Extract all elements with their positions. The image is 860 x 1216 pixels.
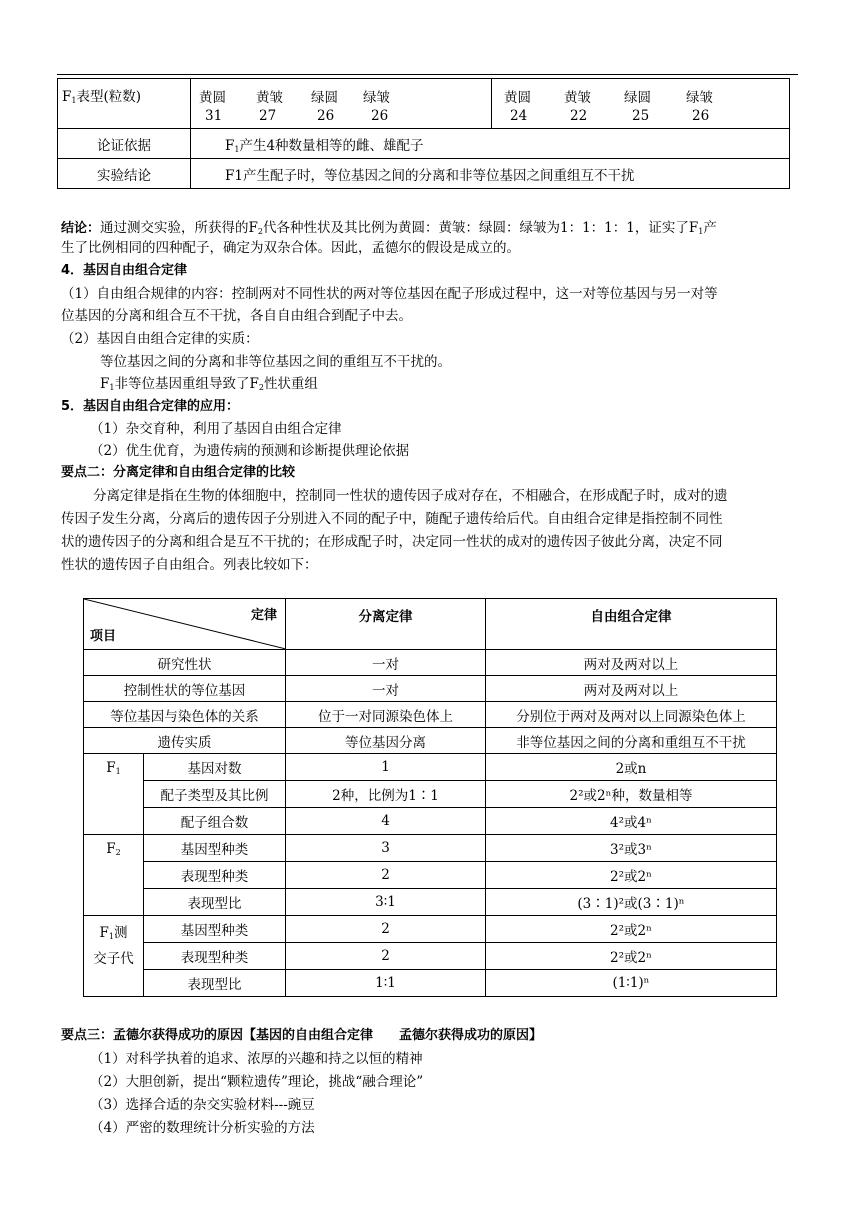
section4-item1-line1: （1）自由组合规律的内容：控制两对不同性状的两对等位基因在配子形成过程中，这一对等位基因与另一对等 — [61, 286, 718, 302]
header-segregation: 分离定律 — [286, 599, 486, 650]
row-item: 表现型比 — [144, 889, 286, 916]
top-rule — [57, 74, 798, 75]
right-pheno-name: 绿皱 — [686, 89, 713, 106]
point2-line-4: 性状的遗传因子自由组合。列表比较如下： — [61, 557, 318, 573]
basis-label: 论证依据 — [58, 129, 191, 159]
point3-item: （3）选择合适的杂交实验材料---豌豆 — [90, 1097, 315, 1113]
row-item: 表现型比 — [144, 970, 286, 997]
corner-bottom-label: 项目 — [90, 629, 117, 644]
right-pheno-name: 黄皱 — [564, 89, 591, 106]
section4-item2: （2）基因自由组合定律的实质： — [61, 331, 259, 347]
left-pheno-name: 绿皱 — [363, 89, 390, 106]
row-b: 2²或2ⁿ种，数量相等 — [486, 781, 777, 808]
section4-heading: 4．基因自由组合定律 — [61, 263, 188, 278]
row-item: 基因型种类 — [144, 835, 286, 862]
section5-item1: （1）杂交育种，利用了基因自由组合定律 — [90, 421, 342, 437]
row-item: 配子类型及其比例 — [144, 781, 286, 808]
row-b: 分别位于两对及两对以上同源染色体上 — [486, 702, 777, 728]
right-pheno-count: 26 — [692, 107, 710, 124]
point2-line-3: 状的遗传因子的分离和组合是互不干扰的；在形成配子时，决定同一性状的成对的遗传因子彼此分离，决定不同 — [61, 534, 723, 550]
point3-item: （4）严密的数理统计分析实验的方法 — [90, 1120, 315, 1136]
right-pheno-name: 黄圆 — [504, 89, 531, 106]
row-a: 2 — [286, 916, 486, 943]
conclusion-line-1: 结论：通过测交实验，所获得的$F_2$代各种性状及其比例为黄圆：黄皱：绿圆：绿皱为1：1：1：1，证实了$F_1$产 — [61, 220, 717, 236]
basis-value: $F_1$产生4种数量相等的雌、雄配子 — [191, 129, 790, 159]
row-item: 基因型种类 — [144, 916, 286, 943]
row-b: (3∶1)²或(3∶1)ⁿ — [486, 889, 777, 916]
point3-item: （2）大胆创新，提出“颗粒遗传”理论，挑战“融合理论” — [90, 1074, 424, 1090]
section5-heading: 5．基因自由组合定律的应用： — [61, 399, 240, 414]
row-b: (1∶1)ⁿ — [486, 970, 777, 997]
row-b: 4²或4ⁿ — [486, 808, 777, 835]
point3-heading: 要点三：孟德尔获得成功的原因【基因的自由组合定律 孟德尔获得成功的原因】 — [61, 1028, 543, 1043]
row-b: 2²或2ⁿ — [486, 916, 777, 943]
row-b: 2或n — [486, 754, 777, 781]
right-pheno-count: 22 — [570, 107, 588, 124]
section4-item1-line2: 位基因的分离和组合互不干扰，各自自由组合到配子中去。 — [61, 308, 412, 324]
row-item: 配子组合数 — [144, 808, 286, 835]
row-item: 遗传实质 — [84, 728, 286, 754]
testcross-result-table — [57, 78, 790, 189]
row-a: 2种，比例为1∶1 — [286, 781, 486, 808]
left-pheno-count: 26 — [371, 107, 389, 124]
left-pheno-name: 黄圆 — [199, 89, 226, 106]
phenotype-row-label: $F_1$表型(粒数) — [58, 79, 191, 129]
section5-item2: （2）优生优育，为遗传病的预测和诊断提供理论依据 — [90, 443, 410, 459]
row-b: 2²或2ⁿ — [486, 943, 777, 970]
row-a: 等位基因分离 — [286, 728, 486, 754]
f1-group-label: $F_1$ — [84, 754, 144, 835]
row-b: 2²或2ⁿ — [486, 862, 777, 889]
section4-item2-line1: 等位基因之间的分离和非等位基因之间的重组互不干扰的。 — [100, 354, 451, 370]
right-pheno-count: 25 — [632, 107, 650, 124]
point3-item: （1）对科学执着的追求、浓厚的兴趣和持之以恒的精神 — [90, 1051, 423, 1067]
right-pheno-count: 24 — [510, 107, 528, 124]
comparison-table — [83, 598, 777, 997]
left-pheno-count: 31 — [205, 107, 223, 124]
row-a: 一对 — [286, 676, 486, 702]
row-a: 1 — [286, 754, 486, 781]
right-phenotype-cell — [492, 79, 790, 129]
row-item: 表现型种类 — [144, 943, 286, 970]
left-phenotype-cell — [191, 79, 492, 129]
point2-line-2: 传因子发生分离，分离后的遗传因子分别进入不同的配子中，随配子遗传给后代。自由组合定律是指控制不同性 — [61, 511, 723, 527]
row-a: 2 — [286, 943, 486, 970]
left-pheno-name: 黄皱 — [256, 89, 283, 106]
row-a: 2 — [286, 862, 486, 889]
header-corner-cell — [84, 599, 286, 650]
row-a: 1∶1 — [286, 970, 486, 997]
conclusion-value: F1产生配子时，等位基因之间的分离和非等位基因之间重组互不干扰 — [191, 159, 790, 189]
row-item: 研究性状 — [84, 650, 286, 676]
row-b: 3²或3ⁿ — [486, 835, 777, 862]
row-b: 两对及两对以上 — [486, 676, 777, 702]
conclusion-line-2: 生了比例相同的四种配子，确定为双杂合体。因此，孟德尔的假设是成立的。 — [61, 240, 520, 256]
left-pheno-name: 绿圆 — [311, 89, 338, 106]
row-item: 控制性状的等位基因 — [84, 676, 286, 702]
row-a: 位于一对同源染色体上 — [286, 702, 486, 728]
row-item: 基因对数 — [144, 754, 286, 781]
section4-item2-line2: $F_1$非等位基因重组导致了$F_2$性状重组 — [100, 376, 318, 392]
conclusion-label: 实验结论 — [58, 159, 191, 189]
row-item: 表现型种类 — [144, 862, 286, 889]
point2-heading: 要点二：分离定律和自由组合定律的比较 — [61, 465, 296, 480]
row-a: 4 — [286, 808, 486, 835]
row-a: 3∶1 — [286, 889, 486, 916]
row-a: 一对 — [286, 650, 486, 676]
left-pheno-count: 26 — [317, 107, 335, 124]
corner-top-label: 定律 — [250, 608, 277, 623]
testcross-group-label: $F_1$测 交子代 — [84, 916, 144, 997]
point2-line-1: 分离定律是指在生物的体细胞中，控制同一性状的遗传因子成对存在，不相融合，在形成配子时，成对的遗 — [93, 488, 728, 504]
row-item: 等位基因与染色体的关系 — [84, 702, 286, 728]
left-pheno-count: 27 — [259, 107, 277, 124]
row-b: 两对及两对以上 — [486, 650, 777, 676]
row-b: 非等位基因之间的分离和重组互不干扰 — [486, 728, 777, 754]
row-a: 3 — [286, 835, 486, 862]
header-independent: 自由组合定律 — [486, 599, 777, 650]
right-pheno-name: 绿圆 — [624, 89, 651, 106]
f2-group-label: $F_2$ — [84, 835, 144, 916]
